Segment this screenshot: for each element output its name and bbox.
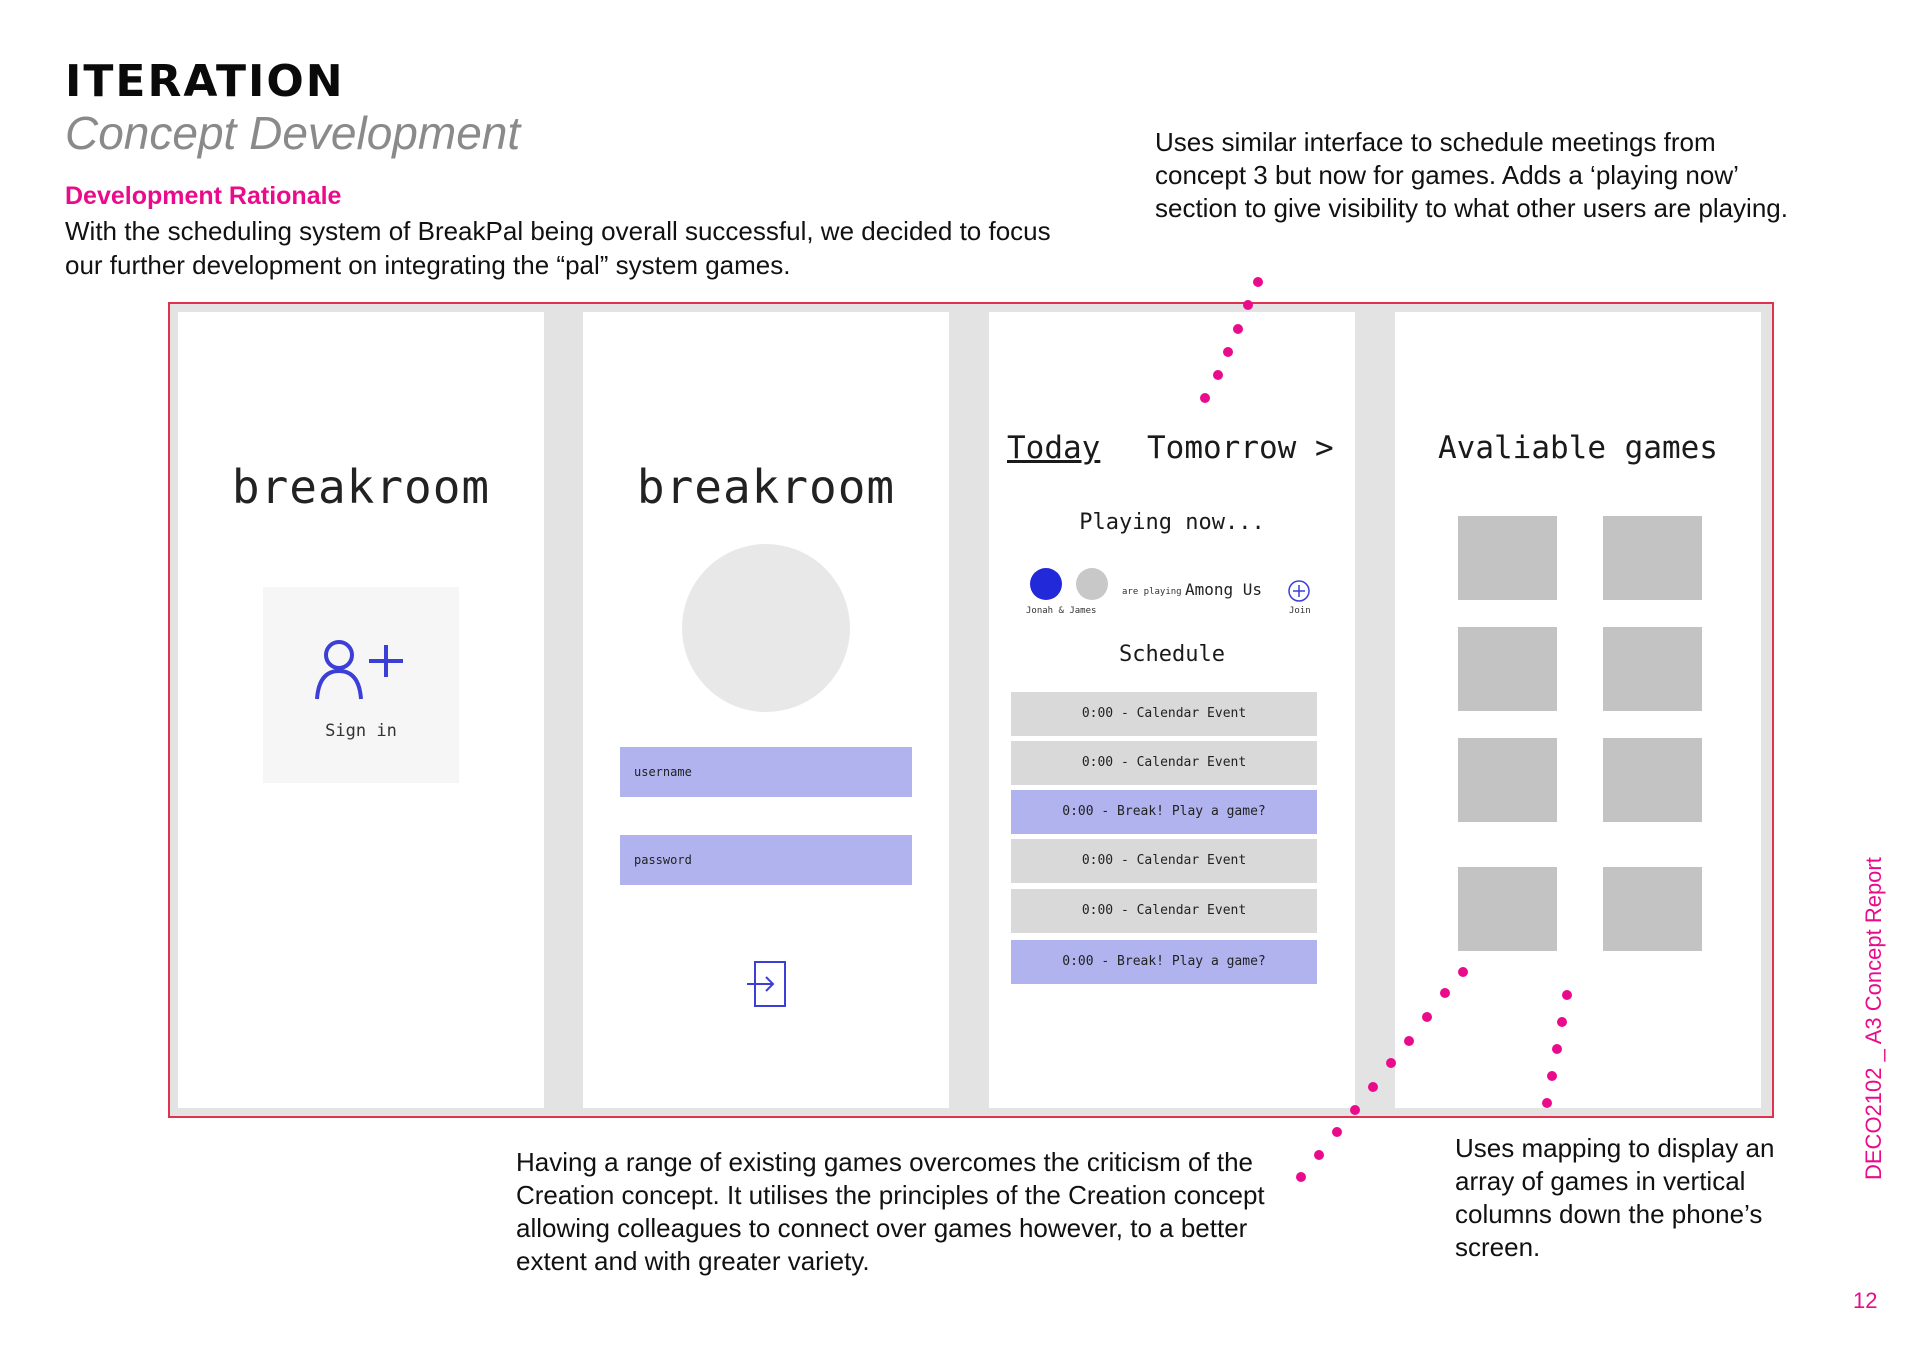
calendar-event[interactable]: 0:00 - Calendar Event <box>1011 741 1317 785</box>
pointer-dot <box>1562 990 1572 1000</box>
games-annotation: Having a range of existing games overcomes the criticism of the Creation concept. It utilises the principles of the Creation concept allowing colleagues to connect over games however, to a better extent and with greater variety. <box>516 1147 1265 1276</box>
report-side-label-text: DECO2102 _ A3 Concept Report <box>1861 857 1886 1180</box>
page-title: ITERATION <box>65 56 345 107</box>
app-logo: breakroom <box>636 460 896 514</box>
rationale-title: Development Rationale <box>65 182 342 210</box>
game-tile[interactable] <box>1603 738 1702 822</box>
available-games-title: Avaliable games <box>1438 430 1718 466</box>
avatar-placeholder <box>682 544 850 712</box>
pointer-dot <box>1213 370 1223 380</box>
mapping-annotation: Uses mapping to display an array of games in vertical columns down the phone’s screen. <box>1455 1133 1775 1262</box>
schedule-screen <box>989 312 1355 1108</box>
add-user-icon <box>313 637 409 703</box>
pointer-dot <box>1542 1098 1552 1108</box>
game-tile[interactable] <box>1458 627 1557 711</box>
tab-today[interactable]: Today <box>1007 430 1101 466</box>
game-name: Among Us <box>1185 580 1263 599</box>
schedule-annotation: Uses similar interface to schedule meetings from concept 3 but now for games. Adds a ‘playing now’ section to give visibility to what other users are playing. <box>1155 127 1788 223</box>
pointer-dot <box>1233 324 1243 334</box>
join-label: Join <box>1289 606 1311 616</box>
game-tile[interactable] <box>1603 867 1702 951</box>
player-avatar-jonah <box>1030 568 1062 600</box>
pointer-dot <box>1332 1127 1342 1137</box>
pointer-dot <box>1458 967 1468 977</box>
break-game-event[interactable]: 0:00 - Break! Play a game? <box>1011 940 1317 984</box>
page-number: 12 <box>1853 1288 1878 1313</box>
pointer-dot <box>1440 988 1450 998</box>
tab-tomorrow[interactable]: Tomorrow > <box>1147 430 1334 466</box>
schedule-heading: Schedule <box>1119 642 1225 667</box>
report-side-label <box>1861 857 1887 1180</box>
sign-in-label: Sign in <box>325 721 397 741</box>
game-tile[interactable] <box>1458 738 1557 822</box>
calendar-event[interactable]: 0:00 - Calendar Event <box>1011 692 1317 736</box>
pointer-dot <box>1386 1058 1396 1068</box>
calendar-event[interactable]: 0:00 - Calendar Event <box>1011 889 1317 933</box>
pointer-dot <box>1200 393 1210 403</box>
pointer-dot <box>1552 1044 1562 1054</box>
game-tile[interactable] <box>1458 516 1557 600</box>
break-game-event[interactable]: 0:00 - Break! Play a game? <box>1011 790 1317 834</box>
are-playing-text: are playing <box>1122 587 1182 597</box>
player-avatar-james <box>1076 568 1108 600</box>
wireframe-frame <box>168 302 1774 1118</box>
calendar-event[interactable]: 0:00 - Calendar Event <box>1011 839 1317 883</box>
page-subtitle: Concept Development <box>65 107 521 159</box>
playing-now-heading: Playing now... <box>1079 510 1265 535</box>
pointer-dot <box>1368 1082 1378 1092</box>
pointer-dot <box>1223 347 1233 357</box>
game-tile[interactable] <box>1458 867 1557 951</box>
pointer-dot <box>1350 1105 1360 1115</box>
games-screen <box>1395 312 1761 1108</box>
pointer-dot <box>1547 1071 1557 1081</box>
rationale-body: With the scheduling system of BreakPal being overall successful, we decided to focus our further development on integrating the “pal” system games. <box>65 216 1051 280</box>
join-plus-icon[interactable] <box>1287 579 1311 603</box>
game-tile[interactable] <box>1603 516 1702 600</box>
pointer-dot <box>1557 1017 1567 1027</box>
login-screen <box>583 312 949 1108</box>
app-logo: breakroom <box>231 460 491 514</box>
password-field[interactable]: password <box>620 835 912 885</box>
game-tile[interactable] <box>1603 627 1702 711</box>
username-field[interactable]: username <box>620 747 912 797</box>
pointer-dot <box>1253 277 1263 287</box>
pointer-dot <box>1422 1012 1432 1022</box>
login-arrow-icon[interactable] <box>745 960 787 1008</box>
players-names: Jonah & James <box>1026 606 1097 616</box>
pointer-dot <box>1404 1036 1414 1046</box>
sign-in-button[interactable] <box>263 587 459 783</box>
sign-in-screen <box>178 312 544 1108</box>
pointer-dot <box>1243 300 1253 310</box>
